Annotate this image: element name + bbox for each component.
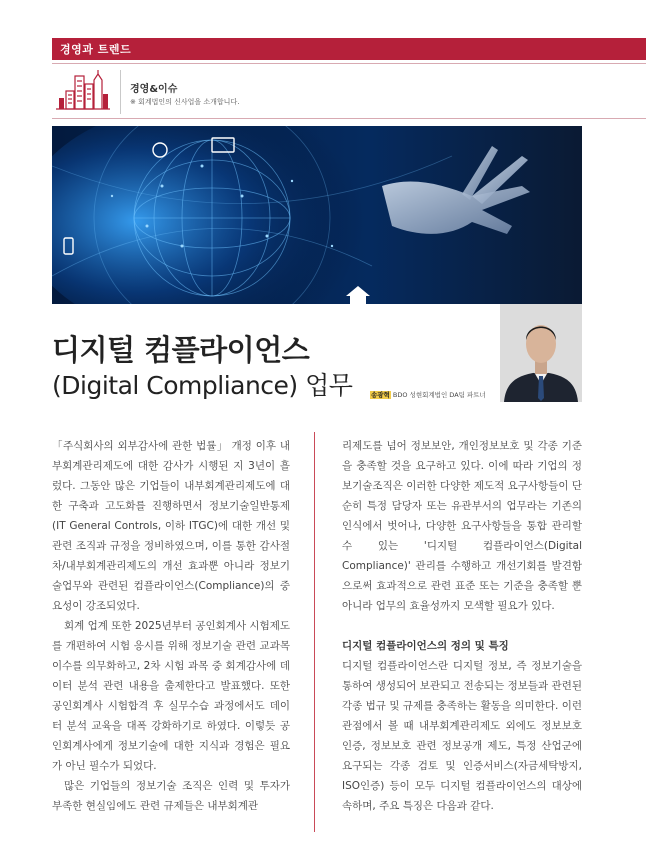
body-paragraph: 리제도를 넘어 정보보안, 개인정보보호 및 각종 기준을 충족할 것을 요구하고 있다. 이에 따라 기업의 정보기술조직은 이러한 다양한 제도적 요구사항들이 단순히 특정 담당자 또는 유관부서의 업무라는 기존의 인식에서 벗어나, 다양한 요구사항들을 통합 관리할 수 있는 '디지털 컴플라이언스(Digital Compliance)' 관리를 수행하고 개선기회를 발견함으로써 효과적으로 관련 표준 또는 기준을 충족할 뿐 아니라 업무의 효율성까지 모색할 필요가 있다. [342,440,582,612]
hero-image [52,126,582,304]
city-buildings-icon [52,64,117,118]
article-title-line2: (Digital Compliance) 업무 [52,371,353,400]
header-bottom-rule [52,118,646,119]
author-name: 송광혁 [371,391,390,399]
left-column [52,436,290,816]
author-affiliation: BDO 성현회계법인 DA팀 파트너 [390,391,486,399]
right-column [342,436,582,816]
category-label: 경영과 트렌드 [60,43,132,56]
body-paragraph: 「주식회사의 외부감사에 관한 법률」 개정 이후 내부회계관리제도에 대한 감사가 시행된 지 3년이 흘렀다. 그동안 많은 기업들이 내부회계관리제도에 대한 구축과 고도화를 진행하면서 정보기술일반통제(IT General Controls, 이하 ITGC)에 대한 개선 및 관련 조직과 규정을 정비하였으며, 이를 통한 감사절차/내부회계관리제도의 개선 효과뿐 아니라 정보기술업무와 관련된 컴플라이언스(Compliance)의 중요성이 강조되었다. [52,440,290,612]
body-paragraph: 디지털 컴플라이언스란 디지털 정보, 즉 정보기술을 통하여 생성되어 보관되고 전송되는 정보들과 관련된 각종 법규 및 규제를 충족하는 활동을 의미한다. 이런 관점에서 볼 때 내부회계관리제도 외에도 정보보호 인증, 정보보호 관련 정보공개 제도, 특정 산업군에 요구되는 각종 검토 및 인증서비스(자금세탁방지, ISO인증) 등이 모두 디지털 컴플라이언스의 대상에 속하며, 주요 특징은 다음과 같다. [342,660,582,812]
body-paragraph: 많은 기업들의 정보기술 조직은 인력 및 투자가 부족한 현실임에도 관련 규제들은 내부회계관 [52,780,290,812]
section-note: ※ 회계법인의 신사업을 소개합니다. [130,98,240,106]
author-portrait [500,304,582,402]
column-divider [314,432,315,832]
body-paragraph: 회계 업계 또한 2025년부터 공인회계사 시험제도를 개편하여 시험 응시를 위해 정보기술 관련 교과목 이수를 의무화하고, 2차 시험 과목 중 회계감사에 데이터 분석 관련 내용을 출제한다고 발표했다. 또한 공인회계사 시험합격 후 실무수습 과정에서도 데이터 분석 교육을 대폭 강화하기로 하였다. 이렇듯 공인회계사에게 정보기술에 대한 지식과 경험은 필요가 아닌 필수가 되었다. [52,620,290,772]
subheading: 디지털 컴플라이언스의 정의 및 특징 [342,640,509,652]
header-top-rule [52,63,646,64]
author-caption [370,390,486,399]
article-title-line1: 디지털 컴플라이언스 [52,333,310,367]
header-divider [120,70,121,114]
category-bar [52,38,646,60]
section-title: 경영&이슈 [130,84,178,95]
